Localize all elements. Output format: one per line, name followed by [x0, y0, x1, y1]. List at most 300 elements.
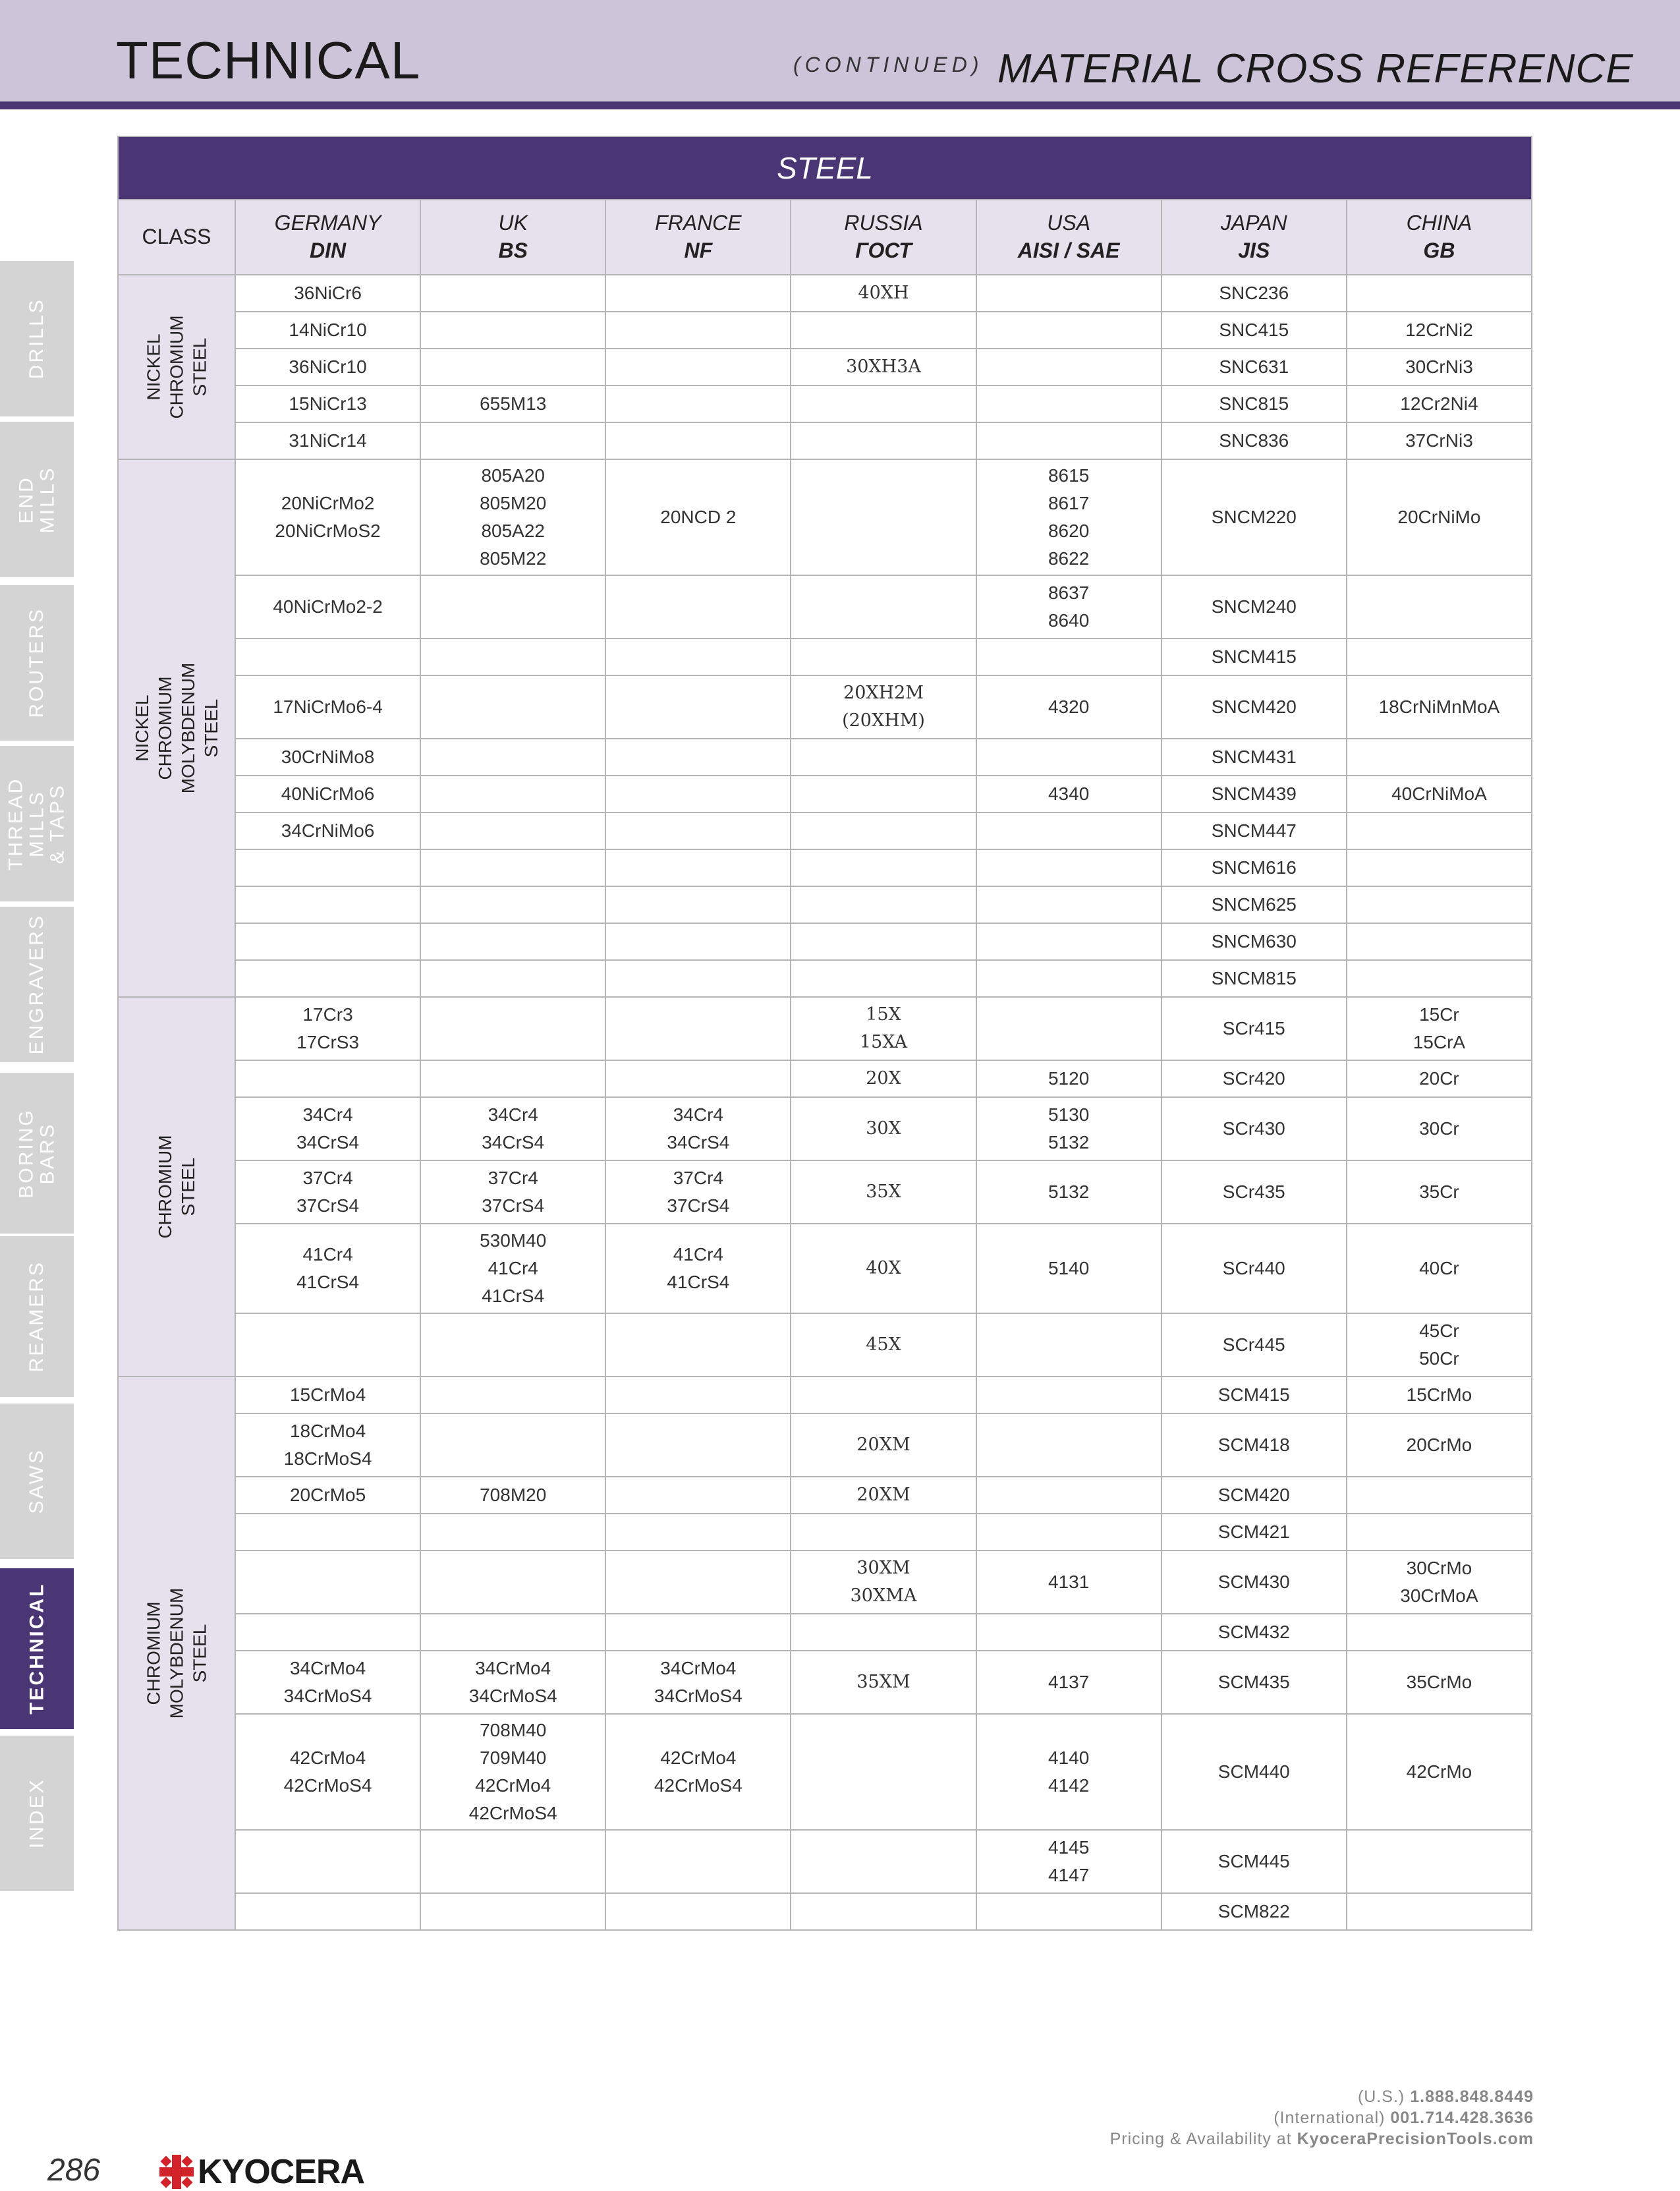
cell-usa: 4131 — [976, 1551, 1162, 1614]
material-table-wrapper — [117, 136, 1532, 1931]
material-cross-reference-table — [117, 136, 1532, 1931]
cell-russia: 30X — [791, 1097, 976, 1160]
cell-japan: SNCM431 — [1162, 739, 1347, 776]
cell-germany: 20CrMo5 — [235, 1477, 420, 1514]
cell-japan: SCr420 — [1162, 1060, 1347, 1097]
cell-japan: SNCM625 — [1162, 886, 1347, 923]
cell-china: 42CrMo — [1347, 1714, 1532, 1830]
cell-russia — [791, 923, 976, 960]
cell-france — [605, 1614, 791, 1651]
cell-france — [605, 1060, 791, 1097]
cell-france — [605, 639, 791, 675]
cell-germany: 34CrNiMo6 — [235, 812, 420, 849]
sidebar-tab-label: THREAD MILLS & TAPS — [5, 777, 69, 870]
column-country: USA — [1047, 211, 1091, 235]
cell-france — [605, 1893, 791, 1930]
class-label: CHROMIUM STEEL — [155, 1135, 198, 1239]
cell-uk — [420, 422, 605, 459]
cell-uk — [420, 776, 605, 812]
cell-uk: 708M20 — [420, 1477, 605, 1514]
cell-japan: SNCM815 — [1162, 960, 1347, 997]
cell-uk — [420, 575, 605, 639]
cell-france — [605, 312, 791, 349]
cell-japan: SNCM220 — [1162, 459, 1347, 575]
cell-russia: 20XM — [791, 1477, 976, 1514]
cell-usa — [976, 349, 1162, 385]
column-country: JAPAN — [1220, 211, 1287, 235]
cell-usa — [976, 1893, 1162, 1930]
cell-russia — [791, 812, 976, 849]
cell-china — [1347, 275, 1532, 312]
column-header-japan — [1162, 200, 1347, 275]
table-row — [118, 422, 1532, 459]
cell-japan: SNC236 — [1162, 275, 1347, 312]
cell-usa: 5120 — [976, 1060, 1162, 1097]
cell-china: 37CrNi3 — [1347, 422, 1532, 459]
table-row — [118, 776, 1532, 812]
cell-uk: 530M40 41Cr4 41CrS4 — [420, 1224, 605, 1313]
sidebar-tab-drills[interactable] — [0, 261, 74, 416]
cell-japan: SCr415 — [1162, 997, 1347, 1060]
table-row — [118, 1714, 1532, 1830]
cell-china: 20Cr — [1347, 1060, 1532, 1097]
cell-germany — [235, 849, 420, 886]
cell-uk — [420, 675, 605, 739]
table-row — [118, 812, 1532, 849]
cell-russia — [791, 1614, 976, 1651]
cell-japan: SCM415 — [1162, 1377, 1347, 1413]
table-row — [118, 923, 1532, 960]
cell-japan: SCr435 — [1162, 1160, 1347, 1224]
table-row — [118, 1313, 1532, 1377]
class-label: NICKEL CHROMIUM STEEL — [143, 315, 210, 419]
column-header-usa — [976, 200, 1162, 275]
sidebar-tab-thread-mills-taps[interactable] — [0, 746, 74, 901]
class-cell — [118, 1377, 235, 1930]
cell-france — [605, 886, 791, 923]
cell-usa — [976, 923, 1162, 960]
cell-france — [605, 349, 791, 385]
cell-usa — [976, 1514, 1162, 1551]
cell-uk — [420, 886, 605, 923]
cell-china — [1347, 849, 1532, 886]
cell-china: 45Cr 50Cr — [1347, 1313, 1532, 1377]
cell-russia: 40X — [791, 1224, 976, 1313]
cell-usa: 5130 5132 — [976, 1097, 1162, 1160]
cell-russia: 15X 15XA — [791, 997, 976, 1060]
cell-uk — [420, 1614, 605, 1651]
cell-germany: 17NiCrMo6-4 — [235, 675, 420, 739]
cell-uk — [420, 1377, 605, 1413]
sidebar-tab-label: SAWS — [26, 1448, 48, 1514]
table-row — [118, 1060, 1532, 1097]
sidebar-tab-reamers[interactable] — [0, 1236, 74, 1397]
cell-usa — [976, 1377, 1162, 1413]
cell-uk: 708M40 709M40 42CrMo4 42CrMoS4 — [420, 1714, 605, 1830]
cell-germany: 18CrMo4 18CrMoS4 — [235, 1413, 420, 1477]
cell-usa — [976, 1614, 1162, 1651]
cell-usa — [976, 312, 1162, 349]
cell-russia — [791, 385, 976, 422]
cell-china — [1347, 739, 1532, 776]
page-header — [0, 0, 1680, 109]
table-row — [118, 1551, 1532, 1614]
table-row — [118, 1614, 1532, 1651]
table-row — [118, 1160, 1532, 1224]
sidebar-tab-end-mills[interactable] — [0, 422, 74, 577]
cell-france — [605, 849, 791, 886]
cell-japan: SNCM439 — [1162, 776, 1347, 812]
cell-china: 20CrNiMo — [1347, 459, 1532, 575]
cell-china: 12Cr2Ni4 — [1347, 385, 1532, 422]
cell-france — [605, 275, 791, 312]
cell-germany — [235, 886, 420, 923]
cell-china: 15CrMo — [1347, 1377, 1532, 1413]
cell-japan: SNC415 — [1162, 312, 1347, 349]
sidebar-tab-engravers[interactable] — [0, 907, 74, 1062]
sidebar-tab-technical[interactable] — [0, 1568, 74, 1729]
sidebar-tab-routers[interactable] — [0, 585, 74, 741]
table-row — [118, 960, 1532, 997]
cell-uk: 655M13 — [420, 385, 605, 422]
table-row — [118, 1224, 1532, 1313]
cell-france: 42CrMo4 42CrMoS4 — [605, 1714, 791, 1830]
column-header-uk — [420, 200, 605, 275]
cell-russia — [791, 1893, 976, 1930]
cell-uk — [420, 275, 605, 312]
column-standard: JIS — [1238, 239, 1270, 262]
cell-china — [1347, 886, 1532, 923]
cell-china — [1347, 639, 1532, 675]
sidebar-tab-label: ROUTERS — [26, 608, 48, 718]
table-row — [118, 275, 1532, 312]
cell-russia — [791, 960, 976, 997]
table-row — [118, 459, 1532, 575]
cell-germany — [235, 1893, 420, 1930]
section-title: TECHNICAL — [116, 31, 421, 90]
cell-germany: 34CrMo4 34CrMoS4 — [235, 1651, 420, 1714]
sidebar-tab-label: TECHNICAL — [26, 1582, 48, 1715]
cell-usa — [976, 886, 1162, 923]
cell-france — [605, 812, 791, 849]
table-row — [118, 639, 1532, 675]
cell-france — [605, 422, 791, 459]
cell-usa: 4340 — [976, 776, 1162, 812]
cell-germany: 37Cr4 37CrS4 — [235, 1160, 420, 1224]
cell-japan: SCr430 — [1162, 1097, 1347, 1160]
class-label: NICKEL CHROMIUM MOLYBDENUM STEEL — [132, 662, 221, 794]
table-row — [118, 385, 1532, 422]
cell-france — [605, 575, 791, 639]
cell-uk — [420, 1893, 605, 1930]
table-row — [118, 1413, 1532, 1477]
cell-russia — [791, 849, 976, 886]
sidebar-tab-label: END MILLS — [15, 466, 58, 533]
cell-china: 30CrNi3 — [1347, 349, 1532, 385]
cell-usa — [976, 1413, 1162, 1477]
cell-japan: SCM420 — [1162, 1477, 1347, 1514]
cell-usa: 8615 8617 8620 8622 — [976, 459, 1162, 575]
cell-russia — [791, 886, 976, 923]
table-row — [118, 1893, 1532, 1930]
cell-germany: 17Cr3 17CrS3 — [235, 997, 420, 1060]
cell-japan: SCM435 — [1162, 1651, 1347, 1714]
cell-usa — [976, 275, 1162, 312]
cell-usa: 5132 — [976, 1160, 1162, 1224]
cell-russia — [791, 776, 976, 812]
cell-russia — [791, 1377, 976, 1413]
cell-japan: SCr440 — [1162, 1224, 1347, 1313]
continued-label: (CONTINUED) — [793, 53, 984, 76]
cell-germany: 41Cr4 41CrS4 — [235, 1224, 420, 1313]
cell-germany: 31NiCr14 — [235, 422, 420, 459]
cell-uk — [420, 739, 605, 776]
cell-uk — [420, 812, 605, 849]
cell-uk — [420, 1830, 605, 1893]
cell-japan: SCM430 — [1162, 1551, 1347, 1614]
table-row — [118, 1514, 1532, 1551]
cell-uk — [420, 923, 605, 960]
table-row — [118, 739, 1532, 776]
cell-uk — [420, 849, 605, 886]
cell-france — [605, 1413, 791, 1477]
cell-russia: 45X — [791, 1313, 976, 1377]
cell-usa — [976, 812, 1162, 849]
cell-russia — [791, 575, 976, 639]
cell-france — [605, 385, 791, 422]
cell-usa: 4140 4142 — [976, 1714, 1162, 1830]
column-country: RUSSIA — [844, 211, 923, 235]
cell-usa — [976, 849, 1162, 886]
cell-france: 41Cr4 41CrS4 — [605, 1224, 791, 1313]
cell-uk — [420, 1413, 605, 1477]
cell-usa — [976, 422, 1162, 459]
cell-uk — [420, 997, 605, 1060]
cell-uk: 34Cr4 34CrS4 — [420, 1097, 605, 1160]
cell-germany: 15CrMo4 — [235, 1377, 420, 1413]
cell-china: 15Cr 15CrA — [1347, 997, 1532, 1060]
cell-germany: 40NiCrMo6 — [235, 776, 420, 812]
table-row — [118, 1651, 1532, 1714]
cell-russia — [791, 739, 976, 776]
intl-phone-line: (International) 001.714.428.3636 — [1274, 2109, 1534, 2127]
cell-france: 34CrMo4 34CrMoS4 — [605, 1651, 791, 1714]
cell-germany: 40NiCrMo2-2 — [235, 575, 420, 639]
table-row — [118, 849, 1532, 886]
cell-uk — [420, 1551, 605, 1614]
table-row — [118, 575, 1532, 639]
cell-japan: SNCM420 — [1162, 675, 1347, 739]
cell-usa — [976, 997, 1162, 1060]
cell-usa: 4320 — [976, 675, 1162, 739]
cell-china — [1347, 1514, 1532, 1551]
cell-usa — [976, 739, 1162, 776]
table-heading: STEEL — [118, 136, 1532, 200]
cell-japan: SCM822 — [1162, 1893, 1347, 1930]
cell-france — [605, 739, 791, 776]
cell-france: 20NCD 2 — [605, 459, 791, 575]
cell-germany: 34Cr4 34CrS4 — [235, 1097, 420, 1160]
cell-france — [605, 960, 791, 997]
column-standard: NF — [684, 239, 713, 262]
cell-japan: SNCM630 — [1162, 923, 1347, 960]
cell-china: 40Cr — [1347, 1224, 1532, 1313]
cell-germany: 36NiCr6 — [235, 275, 420, 312]
cell-china: 35CrMo — [1347, 1651, 1532, 1714]
cell-usa — [976, 639, 1162, 675]
table-row — [118, 675, 1532, 739]
class-cell — [118, 275, 235, 459]
cell-france — [605, 776, 791, 812]
cell-germany — [235, 1614, 420, 1651]
cell-russia — [791, 459, 976, 575]
cell-uk — [420, 1313, 605, 1377]
contact-info — [1110, 2086, 1534, 2149]
cell-france — [605, 1830, 791, 1893]
sidebar-tab-label: DRILLS — [26, 298, 48, 380]
column-header-russia — [791, 200, 976, 275]
cell-germany: 42CrMo4 42CrMoS4 — [235, 1714, 420, 1830]
cell-china: 20CrMo — [1347, 1413, 1532, 1477]
column-country: CHINA — [1406, 211, 1472, 235]
column-header-china — [1347, 200, 1532, 275]
class-label: CHROMIUM MOLYBDENUM STEEL — [143, 1587, 210, 1719]
cell-germany: 15NiCr13 — [235, 385, 420, 422]
column-header-france — [605, 200, 791, 275]
cell-china — [1347, 812, 1532, 849]
sidebar-tab-label: REAMERS — [26, 1261, 48, 1373]
cell-france — [605, 1514, 791, 1551]
cell-japan: SNCM616 — [1162, 849, 1347, 886]
column-country: UK — [498, 211, 528, 235]
cell-uk: 34CrMo4 34CrMoS4 — [420, 1651, 605, 1714]
cell-uk — [420, 960, 605, 997]
cell-japan: SNC631 — [1162, 349, 1347, 385]
cell-japan: SCM445 — [1162, 1830, 1347, 1893]
cell-germany — [235, 1313, 420, 1377]
cell-china: 30Cr — [1347, 1097, 1532, 1160]
cell-france — [605, 675, 791, 739]
sidebar-tab-label: BORING BARS — [15, 1108, 59, 1199]
cell-germany: 14NiCr10 — [235, 312, 420, 349]
cell-germany — [235, 1830, 420, 1893]
cell-uk — [420, 1060, 605, 1097]
cell-france — [605, 923, 791, 960]
cell-russia — [791, 1514, 976, 1551]
column-country: GERMANY — [274, 211, 381, 235]
cell-germany: 30CrNiMo8 — [235, 739, 420, 776]
sidebar-tab-label: INDEX — [26, 1778, 48, 1849]
cell-china: 40CrNiMoA — [1347, 776, 1532, 812]
cell-germany — [235, 923, 420, 960]
cell-germany — [235, 1514, 420, 1551]
class-cell — [118, 459, 235, 997]
cell-japan: SCM440 — [1162, 1714, 1347, 1830]
cell-uk — [420, 639, 605, 675]
cell-germany: 36NiCr10 — [235, 349, 420, 385]
cell-china — [1347, 923, 1532, 960]
cell-france: 37Cr4 37CrS4 — [605, 1160, 791, 1224]
cell-uk: 805A20 805M20 805A22 805M22 — [420, 459, 605, 575]
table-row — [118, 1477, 1532, 1514]
kyocera-mark-icon — [159, 2155, 194, 2189]
column-standard: BS — [498, 239, 528, 262]
cell-usa — [976, 1313, 1162, 1377]
cell-china — [1347, 1893, 1532, 1930]
cell-usa — [976, 1477, 1162, 1514]
cell-uk — [420, 349, 605, 385]
cell-russia: 30XM 30XMA — [791, 1551, 976, 1614]
website-link[interactable]: KyoceraPrecisionTools.com — [1297, 2130, 1534, 2148]
cell-japan: SNCM447 — [1162, 812, 1347, 849]
kyocera-logo — [159, 2155, 364, 2189]
sidebar-tab-label: ENGRAVERS — [26, 914, 48, 1055]
cell-japan: SCr445 — [1162, 1313, 1347, 1377]
cell-japan: SCM421 — [1162, 1514, 1347, 1551]
class-cell — [118, 997, 235, 1377]
cell-germany — [235, 1551, 420, 1614]
page-subtitle: MATERIAL CROSS REFERENCE — [997, 46, 1634, 92]
table-body — [118, 275, 1532, 1930]
cell-usa — [976, 960, 1162, 997]
table-row — [118, 349, 1532, 385]
cell-china — [1347, 960, 1532, 997]
cell-germany — [235, 639, 420, 675]
column-standard: ГОСТ — [855, 239, 912, 262]
cell-russia — [791, 1714, 976, 1830]
column-header-germany — [235, 200, 420, 275]
cell-china: 12CrNi2 — [1347, 312, 1532, 349]
cell-russia — [791, 422, 976, 459]
cell-france — [605, 1551, 791, 1614]
table-row — [118, 886, 1532, 923]
cell-japan: SCM432 — [1162, 1614, 1347, 1651]
sidebar-tab-saws[interactable] — [0, 1404, 74, 1559]
column-header-row — [118, 200, 1532, 275]
cell-china — [1347, 1477, 1532, 1514]
page-number: 286 — [47, 2153, 101, 2188]
cell-china: 30CrMo 30CrMoA — [1347, 1551, 1532, 1614]
cell-russia: 30XH3A — [791, 349, 976, 385]
cell-usa: 4145 4147 — [976, 1830, 1162, 1893]
cell-china: 35Cr — [1347, 1160, 1532, 1224]
cell-russia: 20XM — [791, 1413, 976, 1477]
cell-germany — [235, 1060, 420, 1097]
sidebar-tab-boring-bars[interactable] — [0, 1073, 74, 1234]
brand-name: KYOCERA — [198, 2153, 365, 2191]
sidebar-tab-index[interactable] — [0, 1736, 74, 1891]
cell-china — [1347, 575, 1532, 639]
table-row — [118, 1377, 1532, 1413]
cell-france — [605, 1313, 791, 1377]
cell-germany: 20NiCrMo2 20NiCrMoS2 — [235, 459, 420, 575]
cell-russia: 35XM — [791, 1651, 976, 1714]
cell-france — [605, 1377, 791, 1413]
cell-usa: 8637 8640 — [976, 575, 1162, 639]
table-row — [118, 997, 1532, 1060]
cell-france — [605, 997, 791, 1060]
cell-uk: 37Cr4 37CrS4 — [420, 1160, 605, 1224]
cell-china — [1347, 1830, 1532, 1893]
cell-russia: 40XH — [791, 275, 976, 312]
cell-russia: 20X — [791, 1060, 976, 1097]
cell-japan: SCM418 — [1162, 1413, 1347, 1477]
cell-china — [1347, 1614, 1532, 1651]
cell-japan: SNCM415 — [1162, 639, 1347, 675]
cell-russia — [791, 312, 976, 349]
website-line: Pricing & Availability at KyoceraPrecisionTools.com — [1109, 2130, 1534, 2148]
cell-germany — [235, 960, 420, 997]
